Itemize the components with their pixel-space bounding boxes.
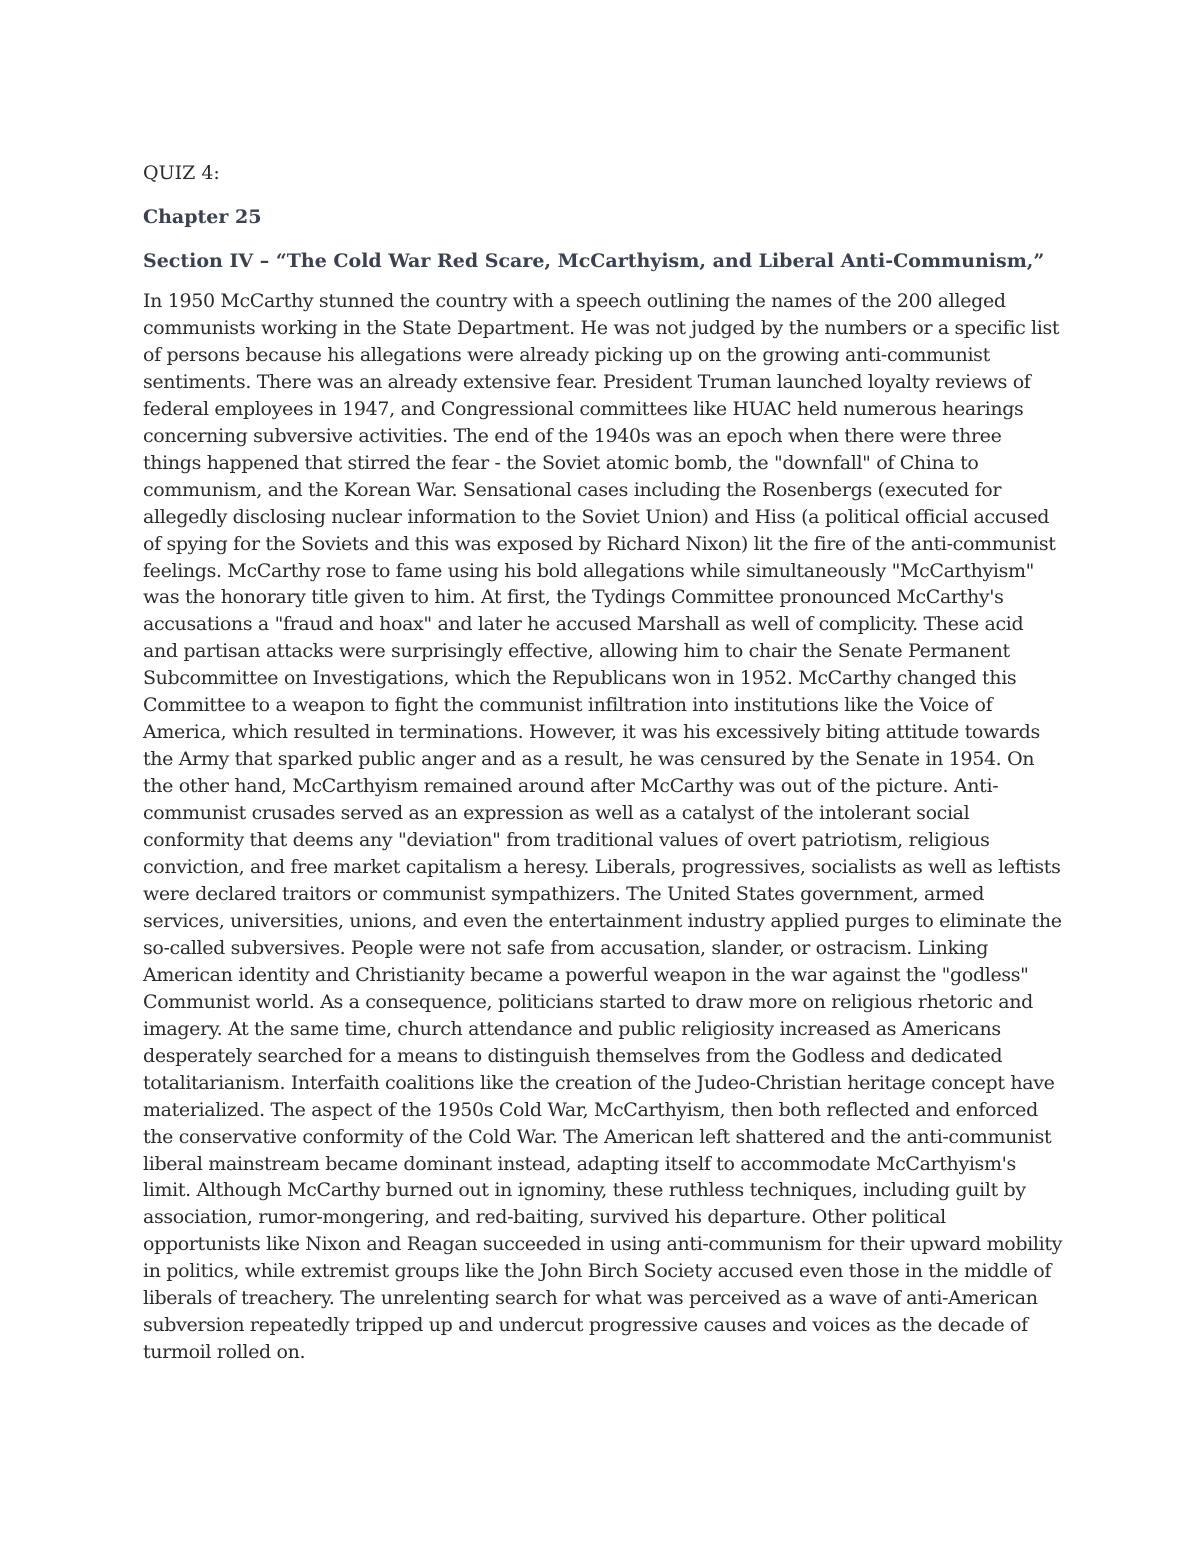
document-content	[143, 160, 1063, 1366]
body-paragraph: In 1950 McCarthy stunned the country with a speech outlining the names of the 200 alleged communists working in the State Department. He was not judged by the numbers or a specific list of persons because his allegations were already picking up on the growing anti-communist sentiments. There was an already extensive fear. President Truman launched loyalty reviews of federal employees in 1947, and Congressional committees like HUAC held numerous hearings concerning subversive activities. The end of the 1940s was an epoch when there were three things happened that stirred the fear - the Soviet atomic bomb, the "downfall" of China to communism, and the Korean War. Sensational cases including the Rosenbergs (executed for allegedly disclosing nuclear information to the Soviet Union) and Hiss (a political official accused of spying for the Soviets and this was exposed by Richard Nixon) lit the fire of the anti-communist feelings. McCarthy rose to fame using his bold allegations while simultaneously "McCarthyism" was the honorary title given to him. At first, the Tydings Committee pronounced McCarthy's accusations a "fraud and hoax" and later he accused Marshall as well of complicity. These acid and partisan attacks were surprisingly effective, allowing him to chair the Senate Permanent Subcommittee on Investigations, which the Republicans won in 1952. McCarthy changed this Committee to a weapon to fight the communist infiltration into institutions like the Voice of America, which resulted in terminations. However, it was his excessively biting attitude towards the Army that sparked public anger and as a result, he was censured by the Senate in 1954. On the other hand, McCarthyism remained around after McCarthy was out of the picture. Anti-communist crusades served as an expression as well as a catalyst of the intolerant social conformity that deems any "deviation" from traditional values of overt patriotism, religious conviction, and free market capitalism a heresy. Liberals, progressives, socialists as well as leftists were declared traitors or communist sympathizers. The United States government, armed services, universities, unions, and even the entertainment industry applied purges to eliminate the so-called subversives. People were not safe from accusation, slander, or ostracism. Linking American identity and Christianity became a powerful weapon in the war against the "godless" Communist world. As a consequence, politicians started to draw more on religious rhetoric and imagery. At the same time, church attendance and public religiosity increased as Americans desperately searched for a means to distinguish themselves from the Godless and dedicated totalitarianism. Interfaith coalitions like the creation of the Judeo-Christian heritage concept have materialized. The aspect of the 1950s Cold War, McCarthyism, then both reflected and enforced the conservative conformity of the Cold War. The American left shattered and the anti-communist liberal mainstream became dominant instead, adapting itself to accommodate McCarthyism's limit. Although McCarthy burned out in ignominy, these ruthless techniques, including guilt by association, rumor-mongering, and red-baiting, survived his departure. Other political opportunists like Nixon and Reagan succeeded in using anti-communism for their upward mobility in politics, while extremist groups like the John Birch Society accused even those in the middle of liberals of treachery. The unrelenting search for what was perceived as a wave of anti-American subversion repeatedly tripped up and undercut progressive causes and voices as the decade of turmoil rolled on.	[143, 290, 1063, 1364]
quiz-title: QUIZ 4:	[143, 162, 220, 184]
section-title: Section IV – “The Cold War Red Scare, McCarthyism, and Liberal Anti-Communism,”	[143, 250, 1045, 272]
chapter-title: Chapter 25	[143, 206, 262, 228]
